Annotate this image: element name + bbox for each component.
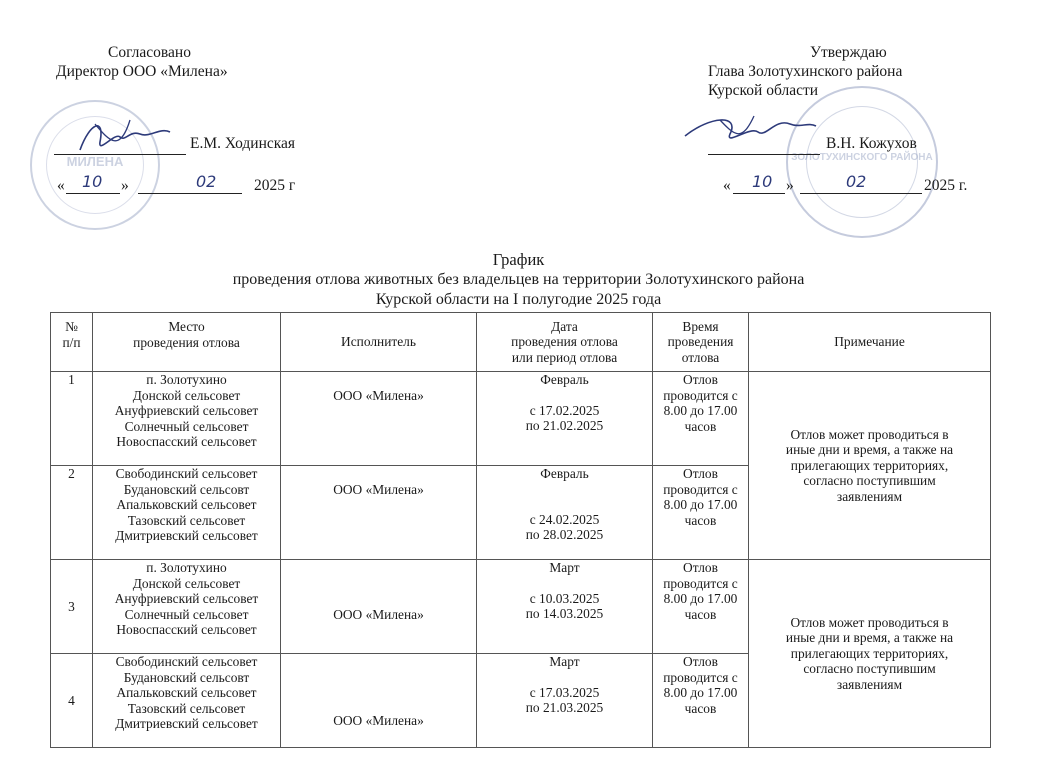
approved-month-line [800,193,922,194]
row-places [93,372,281,466]
executor-text: ООО «Милена» [333,606,424,622]
district-stamp-text: ЗОЛОТУХИНСКОГО РАЙОНА [791,152,933,163]
schedule-table [50,312,991,748]
header-note: Примечание [749,313,991,372]
place-item: п. Золотухино [146,560,227,575]
header-date-line1: Дата [551,318,578,334]
place-item: Новоспасский сельсовет [116,622,257,637]
header-date-line2: проведения отлова [511,334,618,350]
time-line: Отлов [683,372,718,387]
header-executor: Исполнитель [281,313,477,372]
date-from: с 17.02.2025 [529,402,600,418]
executor-text: ООО «Милена» [333,712,424,728]
row-num: 2 [51,466,93,560]
header-time [653,313,749,372]
header-time-line1: Время [682,318,719,334]
note-line: согласно поступившим [803,661,936,677]
row-date [477,372,653,466]
header-date [477,313,653,372]
row-time [653,560,749,654]
row-time [653,466,749,560]
time-line: 8.00 до 17.00 [663,497,738,512]
place-item: Новоспасский сельсовет [116,434,257,449]
row-note [749,372,991,560]
table-row [51,372,991,466]
time-line: часов [684,512,717,528]
approved-date-month: 02 [846,172,867,191]
table-header-row [51,313,991,372]
place-item: Будановский сельсовт [123,669,250,685]
place-item: Тазовский сельсовет [127,512,246,528]
header-num [51,313,93,372]
executor-text: ООО «Милена» [333,388,424,403]
time-line: 8.00 до 17.00 [663,685,738,700]
approved-title: Утверждаю [810,44,887,61]
date-month: Март [549,560,580,575]
place-item: Донской сельсовет [132,575,241,591]
approved-signature [680,106,820,154]
note-line: заявлениям [836,676,903,692]
approved-date-close: » [786,177,794,194]
header-num-line2: п/п [62,334,81,350]
agreed-date-open: « [57,177,65,194]
row-executor [281,560,477,654]
time-line: Отлов [683,466,718,481]
date-month: Февраль [540,372,589,387]
agreed-day-line [66,193,120,194]
time-line: проводится с [663,575,738,591]
approved-date-year: 2025 г. [924,177,968,194]
row-places [93,466,281,560]
approved-position-line2: Курской области [708,82,819,99]
approved-date-open: « [723,177,731,194]
date-month: Февраль [540,466,589,481]
agreed-position: Директор ООО «Милена» [56,63,228,80]
header-date-line3: или период отлова [511,349,618,365]
time-line: часов [684,606,717,622]
note-line: прилегающих территориях, [790,645,949,661]
note-line: иные дни и время, а также на [785,442,954,458]
date-from: с 17.03.2025 [529,684,600,700]
company-stamp-text: МИЛЕНА [66,154,124,169]
time-line: Отлов [683,560,718,575]
agreed-date-close: » [121,177,129,194]
header-place-line2: проведения отлова [133,334,240,350]
place-item: Солнечный сельсовет [124,418,249,434]
row-executor [281,654,477,748]
row-num: 4 [51,654,93,748]
place-item: Тазовский сельсовет [127,700,246,716]
row-executor [281,466,477,560]
row-date [477,560,653,654]
executor-text: ООО «Милена» [333,482,424,497]
date-to: по 28.02.2025 [525,527,604,542]
agreed-name: Е.М. Ходинская [190,135,296,152]
table-row [51,560,991,654]
time-line: часов [684,700,717,716]
place-item: п. Золотухино [146,372,227,387]
document-subtitle-line1: проведения отлова животных без владельцев на территории Золотухинского района [232,271,805,288]
place-item: Апальковский сельсовет [116,497,257,512]
place-item: Дмитриевский сельсовет [115,716,258,731]
place-item: Свободинский сельсовет [115,654,258,669]
header-num-line1: № [65,319,78,334]
place-item: Солнечный сельсовет [124,606,249,622]
approved-date-day: 10 [752,172,773,191]
time-line: часов [684,418,717,434]
note-line: Отлов может проводиться в [790,614,949,630]
agreed-date-month: 02 [196,172,217,191]
document-title: График [492,250,545,269]
header-place-line1: Место [168,319,205,334]
header-time-line2: проведения [667,334,734,350]
row-date [477,466,653,560]
row-date [477,654,653,748]
document-subtitle-line2: Курской области на I полугодие 2025 года [375,291,662,308]
row-num: 3 [51,560,93,654]
note-line: Отлов может проводиться в [790,426,949,442]
header-time-line3: отлова [681,349,720,365]
date-to: по 21.03.2025 [525,700,604,715]
place-item: Ануфриевский сельсовет [114,403,259,418]
time-line: 8.00 до 17.00 [663,591,738,606]
header-place [93,313,281,372]
row-num: 1 [51,372,93,466]
place-item: Свободинский сельсовет [115,466,258,481]
place-item: Донской сельсовет [132,387,241,403]
place-item: Будановский сельсовт [123,481,250,497]
time-line: 8.00 до 17.00 [663,403,738,418]
note-line: прилегающих территориях, [790,457,949,473]
note-line: иные дни и время, а также на [785,630,954,646]
agreed-date-day: 10 [82,172,103,191]
row-time [653,372,749,466]
row-note [749,560,991,748]
agreed-month-line [138,193,242,194]
date-month: Март [549,654,580,669]
place-item: Ануфриевский сельсовет [114,591,259,606]
row-executor [281,372,477,466]
approved-day-line [733,193,785,194]
approved-signature-line [708,154,820,155]
date-from: с 10.03.2025 [529,590,600,606]
place-item: Дмитриевский сельсовет [115,528,258,543]
row-places [93,654,281,748]
date-to: по 21.02.2025 [525,418,604,433]
place-item: Апальковский сельсовет [116,685,257,700]
row-places [93,560,281,654]
time-line: проводится с [663,387,738,403]
approved-name: В.Н. Кожухов [826,135,917,152]
agreed-signature-line [54,154,186,155]
agreed-date-year: 2025 г [254,177,296,194]
time-line: проводится с [663,669,738,685]
date-to: по 14.03.2025 [525,606,604,621]
note-line: заявлениям [836,488,903,504]
approved-position-line1: Глава Золотухинского района [708,63,903,80]
date-from: с 24.02.2025 [529,511,600,527]
note-line: согласно поступившим [803,473,936,489]
row-time [653,654,749,748]
time-line: Отлов [683,654,718,669]
agreed-title: Согласовано [108,44,191,61]
time-line: проводится с [663,481,738,497]
